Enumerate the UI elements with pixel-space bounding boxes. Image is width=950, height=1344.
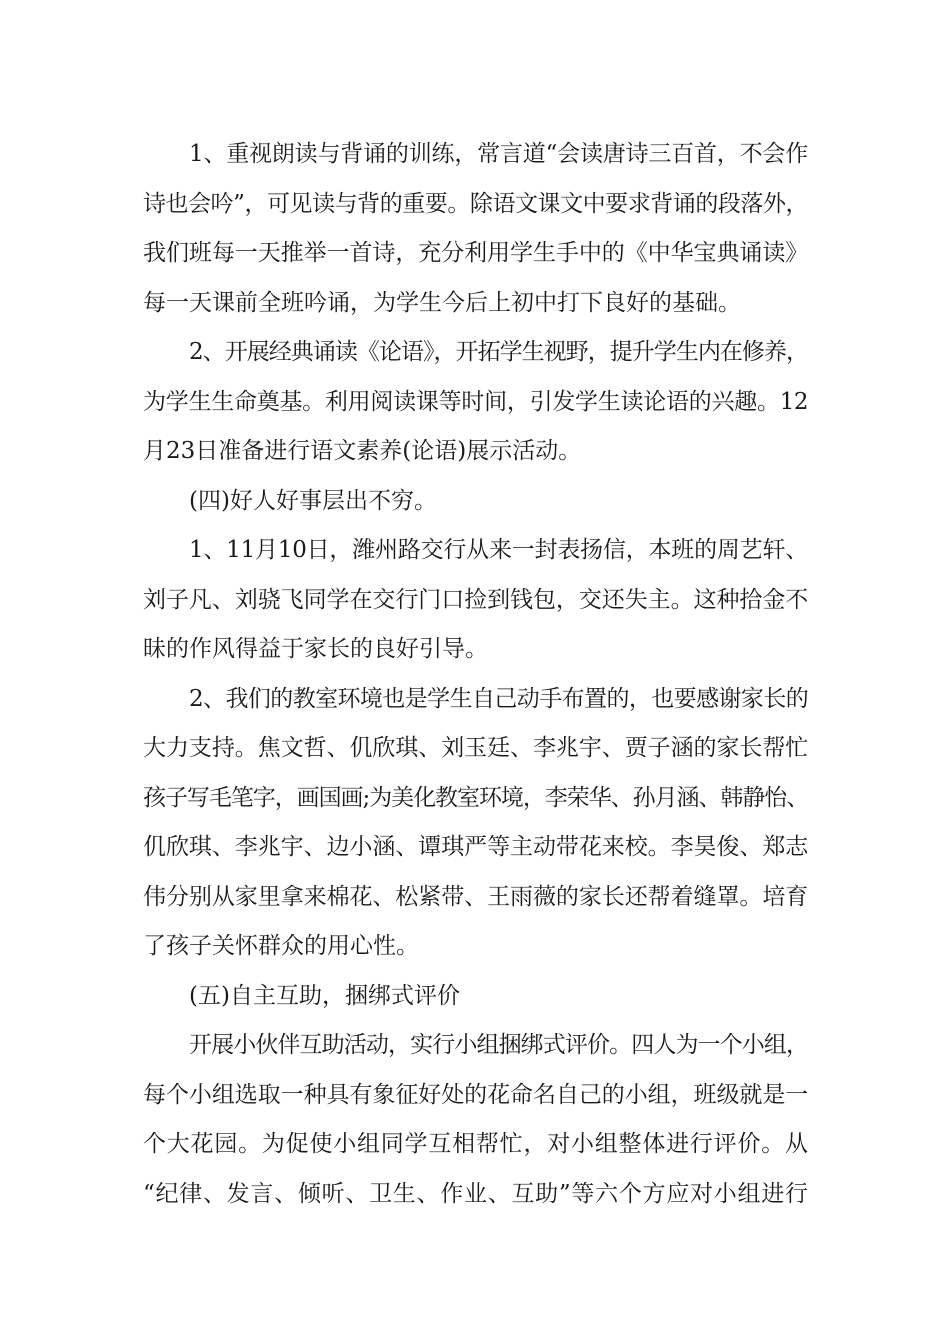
text-line: 1、11月10日，潍州路交行从来一封表扬信，本班的周艺轩、 <box>189 537 808 563</box>
text-line: 诗也会吟”，可见读与背的重要。除语文课文中要求背诵的段落外， <box>143 190 808 217</box>
text-line: 孩子写毛笔字，画国画;为美化教室环境，李荣华、孙月涵、韩静怡、 <box>143 784 808 811</box>
text-line: 仉欣琪、李兆宇、边小涵、谭琪严等主动带花来校。李昊俊、郑志 <box>143 834 808 860</box>
text-line: 开展小伙伴互助活动，实行小组捆绑式评价。四人为一个小组， <box>189 1032 808 1058</box>
text-line: “纪律、发言、倾听、卫生、作业、互助”等六个方应对小组进行 <box>143 1180 808 1207</box>
text-line: 了孩子关怀群众的用心性。 <box>143 933 419 959</box>
text-line: 为学生生命奠基。利用阅读课等时间，引发学生读论语的兴趣。12 <box>143 388 808 415</box>
text-line: 个大花园。为促使小组同学互相帮忙，对小组整体进行评价。从 <box>143 1131 808 1157</box>
text-line: 伟分别从家里拿来棉花、松紧带、王雨薇的家长还帮着缝罩。培育 <box>143 883 808 910</box>
text-line: 月23日准备进行语文素养(论语)展示活动。 <box>143 438 582 464</box>
text-line: 每一天课前全班吟诵，为学生今后上初中打下良好的基础。 <box>143 289 741 316</box>
section-heading: (五)自主互助，捆绑式评价 <box>189 982 460 1009</box>
text-line: 大力支持。焦文哲、仉欣琪、刘玉廷、李兆宇、贾子涵的家长帮忙 <box>143 735 808 761</box>
text-line: 2、我们的教室环境也是学生自己动手布置的，也要感谢家长的 <box>189 685 808 712</box>
text-line: 刘子凡、刘骁飞同学在交行门口捡到钱包，交还失主。这种拾金不 <box>143 586 808 613</box>
text-line: 1、重视朗读与背诵的训练，常言道“会读唐诗三百首，不会作 <box>189 141 808 167</box>
section-heading: (四)好人好事层出不穷。 <box>189 487 437 514</box>
document-body <box>143 130 808 1219</box>
text-line: 每个小组选取一种具有象征好处的花命名自己的小组，班级就是一 <box>143 1081 808 1108</box>
text-line: 我们班每一天推举一首诗，充分利用学生手中的《中华宝典诵读》 <box>143 240 808 266</box>
text-line: 2、开展经典诵读《论语》，开拓学生视野，提升学生内在修养， <box>189 339 808 365</box>
text-line: 昧的作风得益于家长的良好引导。 <box>143 636 488 662</box>
